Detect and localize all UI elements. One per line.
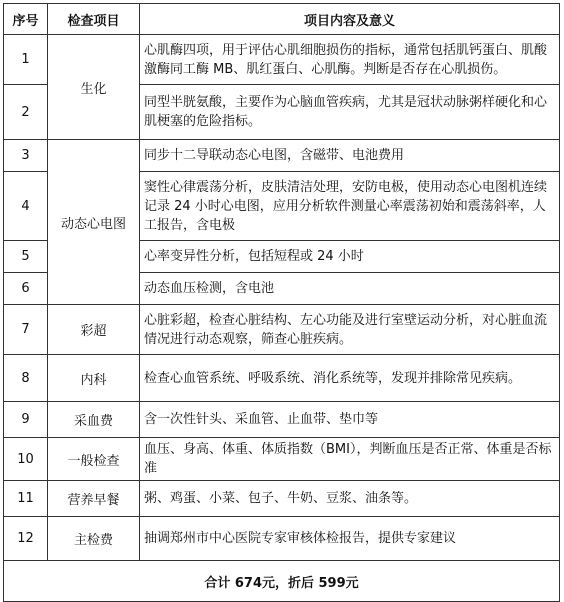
row-category: 营养早餐: [48, 481, 140, 517]
row-category: 动态心电图: [48, 140, 140, 305]
row-description: 抽调郑州市中心医院专家审核体检报告，提供专家建议: [140, 517, 560, 561]
row-category: 内科: [48, 355, 140, 402]
row-number: 8: [4, 355, 48, 402]
row-number: 10: [4, 438, 48, 481]
row-description: 心肌酶四项，用于评估心肌细胞损伤的指标，通常包括肌钙蛋白、肌酸激酶同工酶 MB、肌红蛋白、心肌酶。判断是否存在心肌损伤。: [140, 35, 560, 85]
row-number: 11: [4, 481, 48, 517]
table-header-row: [4, 4, 560, 35]
row-description: 同型半胱氨酸，主要作为心脑血管疾病，尤其是冠状动脉粥样硬化和心肌梗塞的危险指标。: [140, 85, 560, 140]
row-number: 12: [4, 517, 48, 561]
row-number: 3: [4, 140, 48, 172]
row-category: 主检费: [48, 517, 140, 561]
row-description: 含一次性针头、采血管、止血带、垫巾等: [140, 402, 560, 438]
header-content: 项目内容及意义: [140, 4, 560, 35]
row-description: 同步十二导联动态心电图，含磁带、电池费用: [140, 140, 560, 172]
table-row: [4, 305, 560, 355]
row-number: 5: [4, 241, 48, 273]
header-seq: 序号: [4, 4, 48, 35]
header-item: 检查项目: [48, 4, 140, 35]
row-number: 4: [4, 172, 48, 241]
row-category: 彩超: [48, 305, 140, 355]
table-row: [4, 402, 560, 438]
row-number: 9: [4, 402, 48, 438]
row-number: 1: [4, 35, 48, 85]
row-description: 检查心血管系统、呼吸系统、消化系统等，发现并排除常见疾病。: [140, 355, 560, 402]
row-description: 心率变异性分析，包括短程或 24 小时: [140, 241, 560, 273]
row-number: 6: [4, 273, 48, 305]
row-description: 粥、鸡蛋、小菜、包子、牛奶、豆浆、油条等。: [140, 481, 560, 517]
table-row: [4, 355, 560, 402]
table-row: [4, 140, 560, 172]
table-row: [4, 35, 560, 85]
row-description: 动态血压检测，含电池: [140, 273, 560, 305]
total-row: [4, 561, 560, 602]
table-row: [4, 517, 560, 561]
row-category: 一般检查: [48, 438, 140, 481]
table-row: [4, 481, 560, 517]
table-row: [4, 438, 560, 481]
row-description: 窦性心律震荡分析，皮肤清洁处理，安防电极，使用动态心电图机连续记录 24 小时心电图，应用分析软件测量心率震荡初始和震荡斜率，人工报告，含电极: [140, 172, 560, 241]
row-category: 采血费: [48, 402, 140, 438]
row-number: 7: [4, 305, 48, 355]
row-description: 心脏彩超，检查心脏结构、左心功能及进行室壁运动分析，对心脏血流情况进行动态观察，筛查心脏疾病。: [140, 305, 560, 355]
row-category: 生化: [48, 35, 140, 140]
exam-items-table: [3, 3, 560, 602]
total-text: 合计 674元，折后 599元: [4, 561, 560, 602]
row-description: 血压、身高、体重、体质指数（BMI），判断血压是否正常、体重是否标准: [140, 438, 560, 481]
row-number: 2: [4, 85, 48, 140]
